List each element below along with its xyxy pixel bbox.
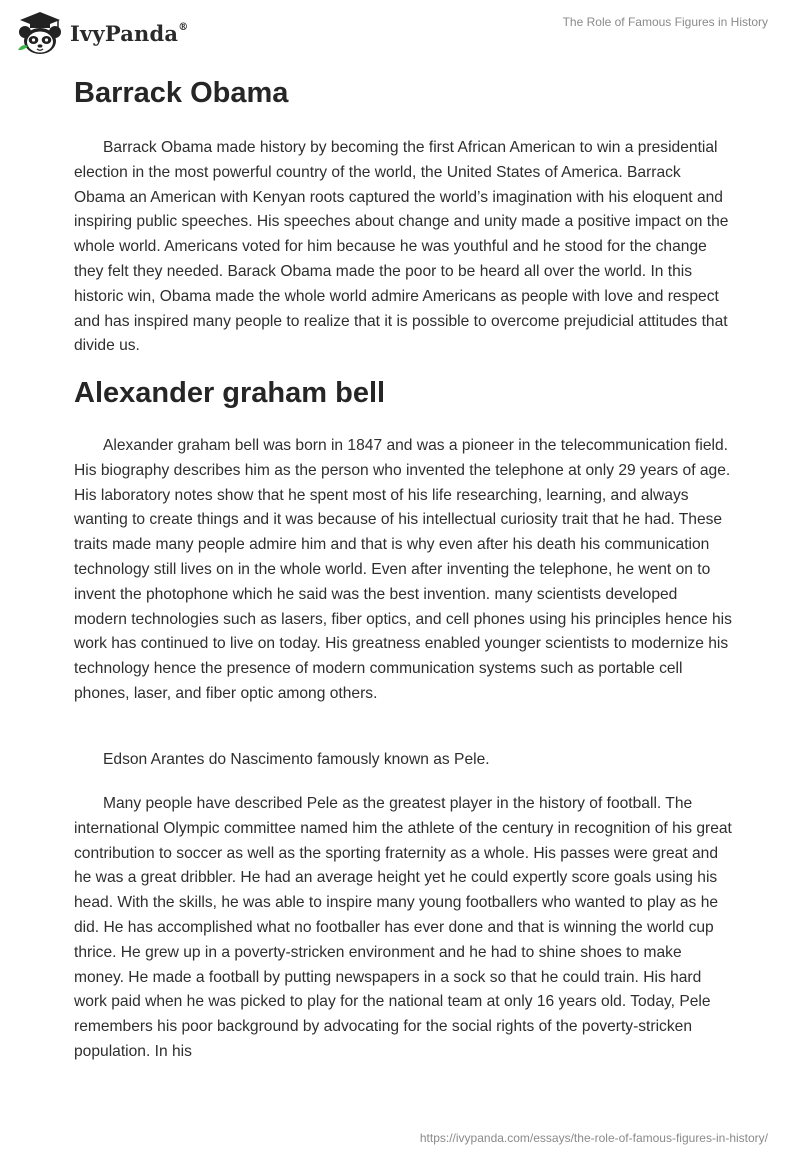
document-title: The Role of Famous Figures in History <box>562 15 768 29</box>
paragraph-pele-intro: Edson Arantes do Nascimento famously known as Pele. <box>103 751 490 768</box>
paragraph-bell: Alexander graham bell was born in 1847 and was a pioneer in the telecommunication field. His biography describes him as the person who invented the telephone at only 29 years of age. His laboratory notes show that he spent most of his life researching, learning, and always wanting to create things and it was because of his intellectual curiosity trait that he had. These traits made many people admire him and that is why even after his death his communication technology still lives on in the whole world. Even after inventing the telephone, he went on to invent the photophone which he said was the best invention. many scientists developed modern technologies such as lasers, fiber optics, and cell phones using his principles hence his work has continued to live on today. His greatness enabled younger scientists to modernize his technology hence the presence of modern communication systems such as portable cell phones, laser, and fiber optic among others. <box>74 437 732 702</box>
panda-graduate-icon <box>14 10 66 56</box>
section-heading-obama: Barrack Obama <box>74 77 289 109</box>
page-header <box>0 0 800 64</box>
section-heading-bell: Alexander graham bell <box>74 377 386 409</box>
paragraph-pele: Many people have described Pele as the greatest player in the history of football. The international Olympic committee named him the athlete of the century in recognition of his great contribution to soccer as well as the sporting fraternity as a whole. His passes were great and he was a great dribbler. He had an average height yet he could expertly score goals using his head. With the skills, he was able to inspire many young footballers who wanted to play as he did. He has accomplished what no footballer has ever done and that is winning the world cup thrice. He grew up in a poverty-stricken environment and he had to shine shoes to make money. He made a football by putting newspapers in a sock so that he could train. His hard work paid when he was picked to play for the national team at only 16 years old. Today, Pele remembers his poor background by advocating for the social rights of the poverty-stricken population. In his <box>74 795 732 1060</box>
brand-name: IvyPanda® <box>70 20 189 46</box>
paragraph-obama: Barrack Obama made history by becoming the first African American to win a presidential election in the most powerful country of the world, the United States of America. Barrack Obama an American with Kenyan roots captured the world’s imagination with his eloquent and inspiring public speeches. His speeches about change and unity made a positive impact on the whole world. Americans voted for him because he was youthful and he stood for the change they felt they needed. Barack Obama made the poor to be heard all over the world. In this historic win, Obama made the whole world admire Americans as people with love and respect and has inspired many people to realize that it is possible to overcome prejudicial attitudes that divide us. <box>74 139 729 355</box>
source-url[interactable]: https://ivypanda.com/essays/the-role-of-famous-figures-in-history/ <box>419 1131 768 1145</box>
ivypanda-logo[interactable] <box>14 10 188 56</box>
